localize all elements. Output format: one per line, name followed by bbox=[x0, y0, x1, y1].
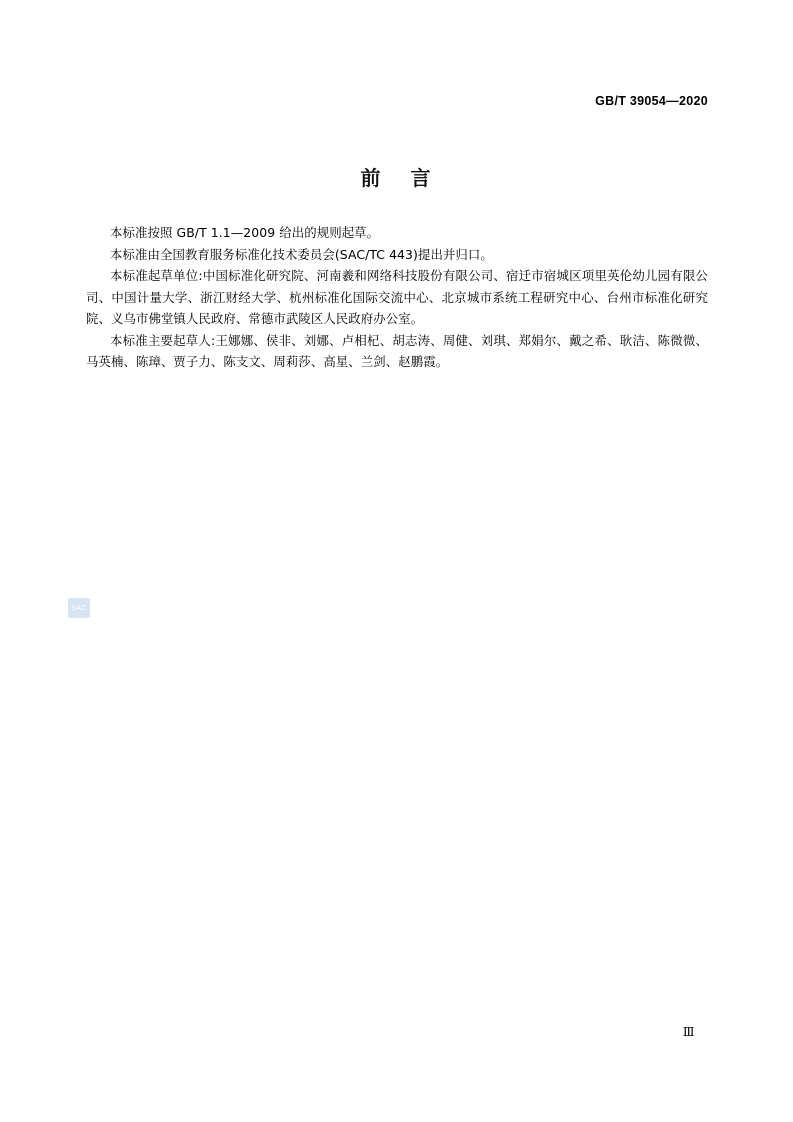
page-title-char-2: 言 bbox=[410, 166, 433, 190]
foreword-paragraph-4: 本标准主要起草人:王娜娜、侯非、刘娜、卢相杞、胡志涛、周健、刘琪、郑娟尔、戴之希、耿洁、陈微微、马英楠、陈璋、贾子力、陈支文、周莉莎、高星、兰剑、赵鹏霞。 bbox=[86, 332, 708, 369]
page-header-standard-number: GB/T 39054—2020 bbox=[595, 94, 708, 108]
foreword-paragraph-2: 本标准由全国教育服务标准化技术委员会(SAC/TC 443)提出并归口。 bbox=[110, 246, 493, 262]
page-title bbox=[0, 162, 793, 191]
page-number: Ⅲ bbox=[682, 1025, 695, 1039]
page-title-char-1: 前 bbox=[360, 166, 383, 190]
sac-watermark-icon: SAC bbox=[68, 598, 90, 618]
foreword-paragraph-3: 本标准起草单位:中国标准化研究院、河南羲和网络科技股份有限公司、宿迁市宿城区项里英伦幼儿园有限公司、中国计量大学、浙江财经大学、杭州标准化国际交流中心、北京城市系统工程研究中心、台州市标准化研究院、义乌市佛堂镇人民政府、常德市武陵区人民政府办公室。 bbox=[86, 268, 708, 326]
foreword-paragraph-1: 本标准按照 GB/T 1.1—2009 给出的规则起草。 bbox=[110, 225, 380, 240]
foreword-body bbox=[86, 222, 708, 373]
